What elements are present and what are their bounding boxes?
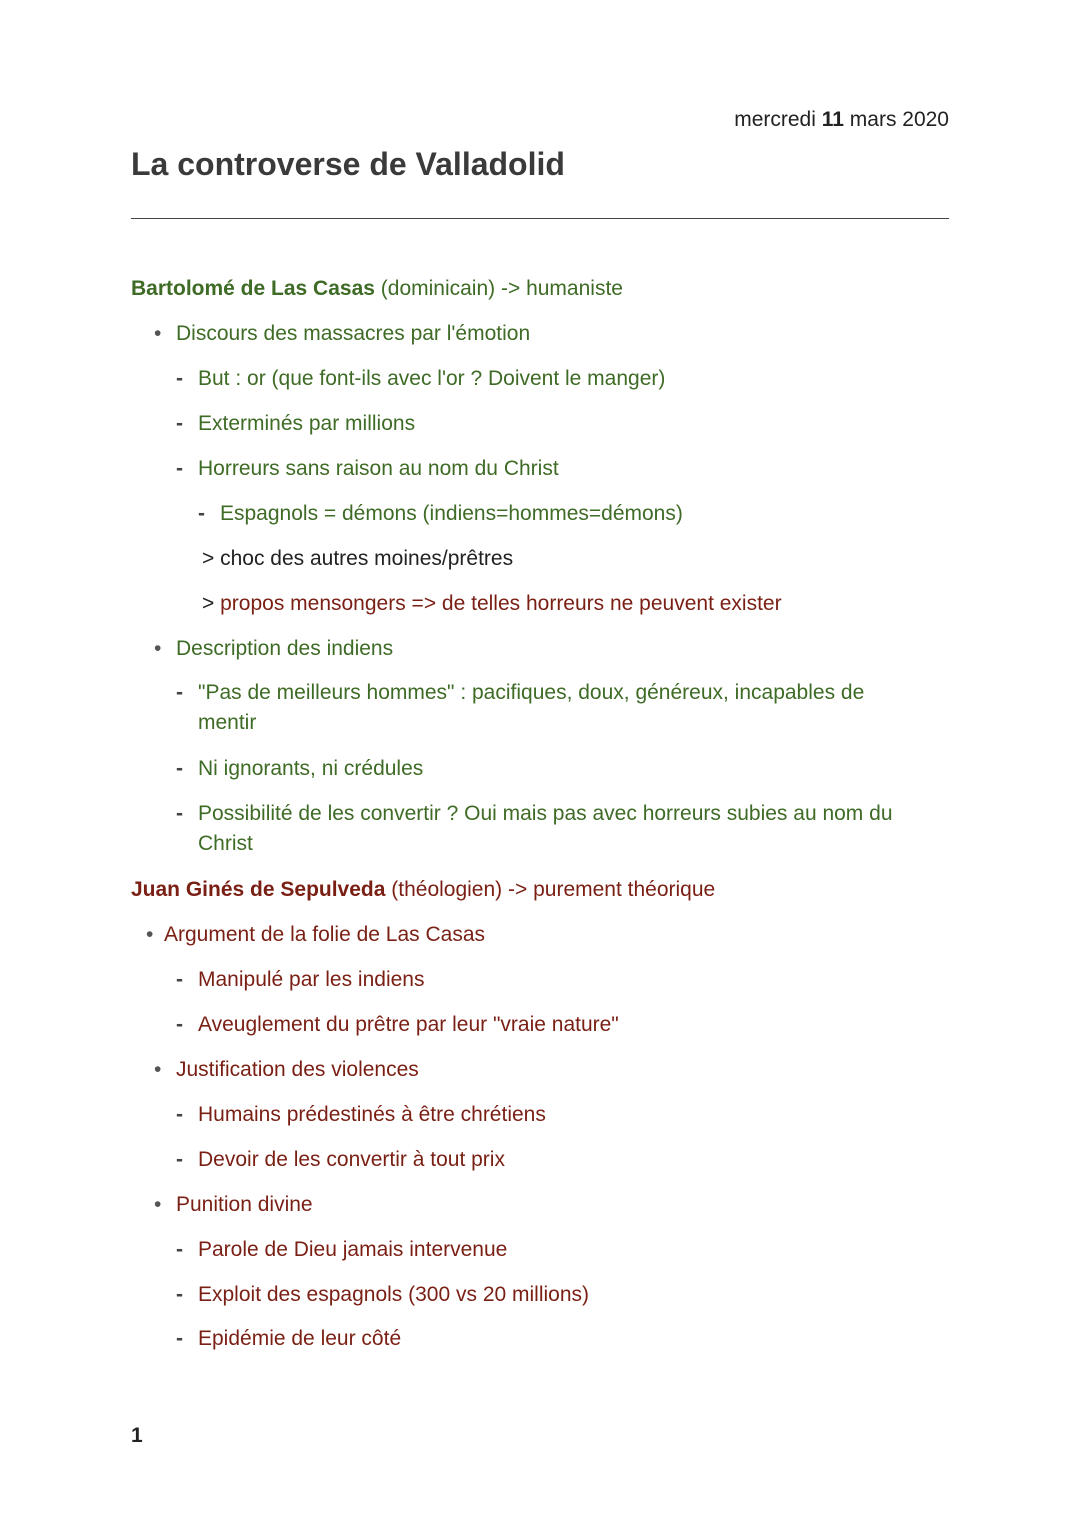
list-item: - Manipulé par les indiens [176, 965, 424, 995]
dash-icon: - [176, 1148, 183, 1171]
dash-icon: - [198, 502, 205, 525]
list-item: • Argument de la folie de Las Casas [146, 920, 485, 950]
list-item: • Discours des massacres par l'émotion [154, 319, 530, 349]
dash-icon: - [176, 1013, 183, 1036]
list-item: • Punition divine [154, 1190, 313, 1220]
list-item: > choc des autres moines/prêtres [202, 547, 514, 570]
list-item: - "Pas de meilleurs hommes" : pacifiques, doux, généreux, incapables de mentir [176, 678, 918, 738]
list-item: - Possibilité de les convertir ? Oui mais pas avec horreurs subies au nom du Christ [176, 799, 928, 859]
list-item: - Epidémie de leur côté [176, 1324, 401, 1354]
list-item: > propos mensongers => de telles horreurs ne peuvent exister [202, 592, 782, 615]
list-item: - Ni ignorants, ni crédules [176, 754, 423, 784]
list-item: - Aveuglement du prêtre par leur "vraie nature" [176, 1010, 619, 1040]
dash-icon: - [176, 367, 183, 390]
dash-icon: - [176, 412, 183, 435]
list-item: - Humains prédestinés à être chrétiens [176, 1100, 546, 1130]
list-item: - Espagnols = démons (indiens=hommes=démons) [198, 499, 683, 529]
page-number: 1 [131, 1424, 143, 1447]
list-item: - Devoir de les convertir à tout prix [176, 1145, 505, 1175]
list-item: - Exterminés par millions [176, 409, 415, 439]
list-item: • Justification des violences [154, 1055, 419, 1085]
dash-icon: - [176, 757, 183, 780]
section-heading-sepulveda: Juan Ginés de Sepulveda (théologien) -> purement théorique [131, 878, 716, 901]
bullet-icon: • [154, 1058, 162, 1081]
bullet-icon: • [154, 1193, 162, 1216]
list-item: - Horreurs sans raison au nom du Christ [176, 454, 559, 484]
dash-icon: - [176, 968, 183, 991]
dash-icon: - [176, 1103, 183, 1126]
document-date: mercredi 11 mars 2020 [734, 108, 949, 131]
list-item: - Parole de Dieu jamais intervenue [176, 1235, 507, 1265]
page-title: La controverse de Valladolid [131, 146, 565, 182]
bullet-icon: • [146, 923, 154, 946]
dash-icon: - [176, 1327, 183, 1350]
list-item: - But : or (que font-ils avec l'or ? Doivent le manger) [176, 364, 665, 394]
bullet-icon: • [154, 322, 162, 345]
dash-icon: - [176, 1283, 183, 1306]
title-divider [131, 218, 949, 219]
dash-icon: - [176, 1238, 183, 1261]
list-item: • Description des indiens [154, 634, 393, 664]
bullet-icon: • [154, 637, 162, 660]
dash-icon: - [176, 457, 183, 480]
list-item: - Exploit des espagnols (300 vs 20 millions) [176, 1280, 589, 1310]
dash-icon: - [176, 681, 183, 704]
dash-icon: - [176, 802, 183, 825]
section-heading-las-casas: Bartolomé de Las Casas (dominicain) -> humaniste [131, 277, 623, 300]
